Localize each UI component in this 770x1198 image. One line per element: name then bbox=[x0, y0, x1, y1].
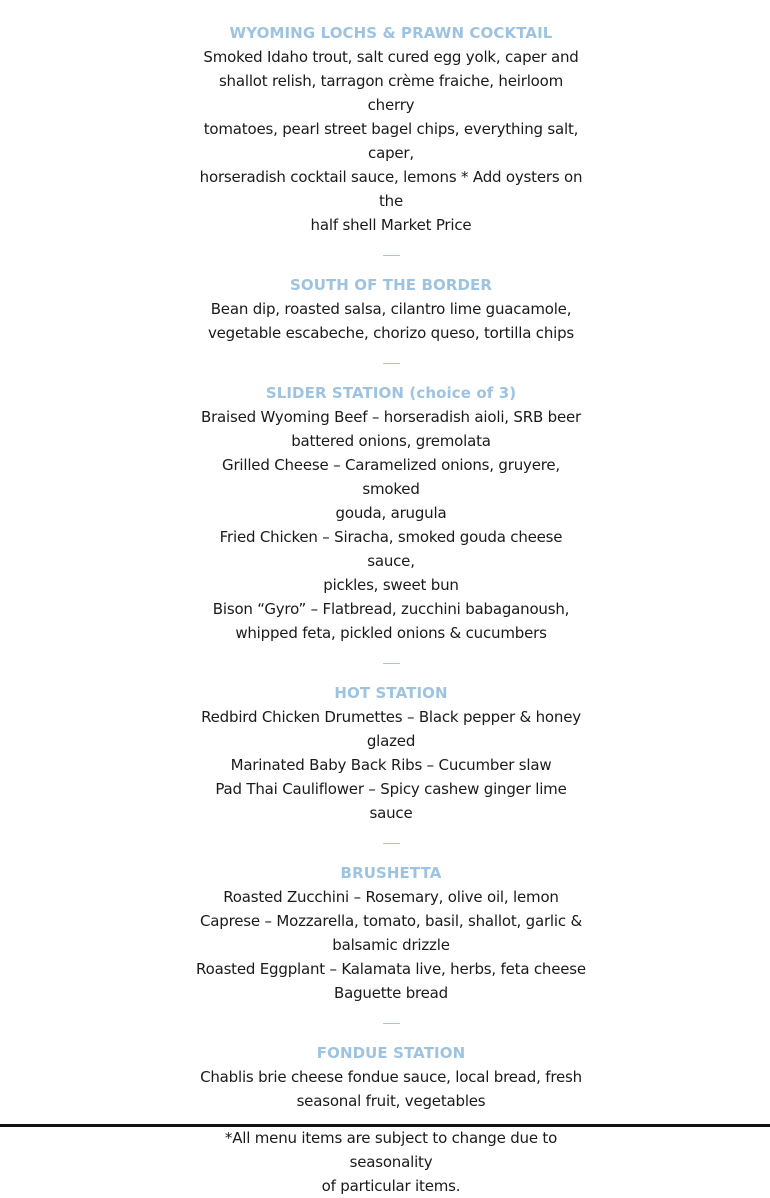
item-line: shallot relish, tarragon crème fraiche, heirloom cherry bbox=[218, 72, 564, 114]
item-line: Chablis brie cheese fondue sauce, local bread, fresh bbox=[200, 1068, 582, 1086]
menu-section-fondue-station bbox=[195, 1041, 587, 1113]
menu-column bbox=[195, 21, 587, 1198]
menu-section-brushetta bbox=[195, 861, 587, 1005]
item-line: Roasted Zucchini – Rosemary, olive oil, lemon bbox=[223, 888, 559, 906]
section-title: BRUSHETTA bbox=[340, 864, 442, 882]
section-divider: ----- bbox=[382, 248, 400, 262]
item-line: Fried Chicken – Siracha, smoked gouda cheese sauce, bbox=[219, 528, 563, 570]
footnote-line: *All menu items are subject to change due to seasonality bbox=[224, 1129, 558, 1171]
section-title: HOT STATION bbox=[334, 684, 448, 702]
item-line: Pad Thai Cauliflower – Spicy cashew ginger lime sauce bbox=[215, 780, 567, 822]
item-line: Smoked Idaho trout, salt cured egg yolk, caper and bbox=[203, 48, 579, 66]
section-divider: ----- bbox=[382, 1016, 400, 1030]
section-title: SLIDER STATION (choice of 3) bbox=[265, 384, 517, 402]
item-line: tomatoes, pearl street bagel chips, everything salt, caper, bbox=[203, 120, 579, 162]
item-line: glazed bbox=[366, 732, 416, 750]
section-divider: ----- bbox=[382, 836, 400, 850]
section-divider: ----- bbox=[382, 656, 400, 670]
section-title: FONDUE STATION bbox=[316, 1044, 466, 1062]
item-line: balsamic drizzle bbox=[332, 936, 450, 954]
menu-footnote bbox=[195, 1126, 587, 1198]
item-line: half shell Market Price bbox=[310, 216, 472, 234]
section-title: SOUTH OF THE BORDER bbox=[289, 276, 493, 294]
section-title: WYOMING LOCHS & PRAWN COCKTAIL bbox=[229, 24, 553, 42]
item-line: Marinated Baby Back Ribs – Cucumber slaw bbox=[230, 756, 552, 774]
item-line: whipped feta, pickled onions & cucumbers bbox=[235, 624, 547, 642]
menu-section-hot-station bbox=[195, 681, 587, 825]
item-line: battered onions, gremolata bbox=[291, 432, 491, 450]
item-line: pickles, sweet bun bbox=[323, 576, 459, 594]
menu-section-slider-station bbox=[195, 381, 587, 645]
item-line: vegetable escabeche, chorizo queso, tortilla chips bbox=[207, 324, 575, 342]
item-line: Braised Wyoming Beef – horseradish aioli, SRB beer bbox=[200, 408, 581, 426]
section-divider: ----- bbox=[382, 356, 400, 370]
item-line: gouda, arugula bbox=[335, 504, 447, 522]
item-line: Bison “Gyro” – Flatbread, zucchini babaganoush, bbox=[212, 600, 570, 618]
menu-section-lochs bbox=[195, 21, 587, 237]
item-line: Redbird Chicken Drumettes – Black pepper & honey bbox=[201, 708, 581, 726]
item-line: horseradish cocktail sauce, lemons * Add oysters on the bbox=[199, 168, 583, 210]
item-line: Baguette bread bbox=[334, 984, 448, 1002]
item-line: Caprese – Mozzarella, tomato, basil, shallot, garlic & bbox=[200, 912, 582, 930]
item-line: Roasted Eggplant – Kalamata live, herbs, feta cheese bbox=[196, 960, 586, 978]
menu-section-south-of-border bbox=[195, 273, 587, 345]
footnote-line: of particular items. bbox=[321, 1177, 461, 1195]
item-line: seasonal fruit, vegetables bbox=[296, 1092, 486, 1110]
item-line: Bean dip, roasted salsa, cilantro lime guacamole, bbox=[210, 300, 572, 318]
item-line: Grilled Cheese – Caramelized onions, gruyere, smoked bbox=[222, 456, 560, 498]
